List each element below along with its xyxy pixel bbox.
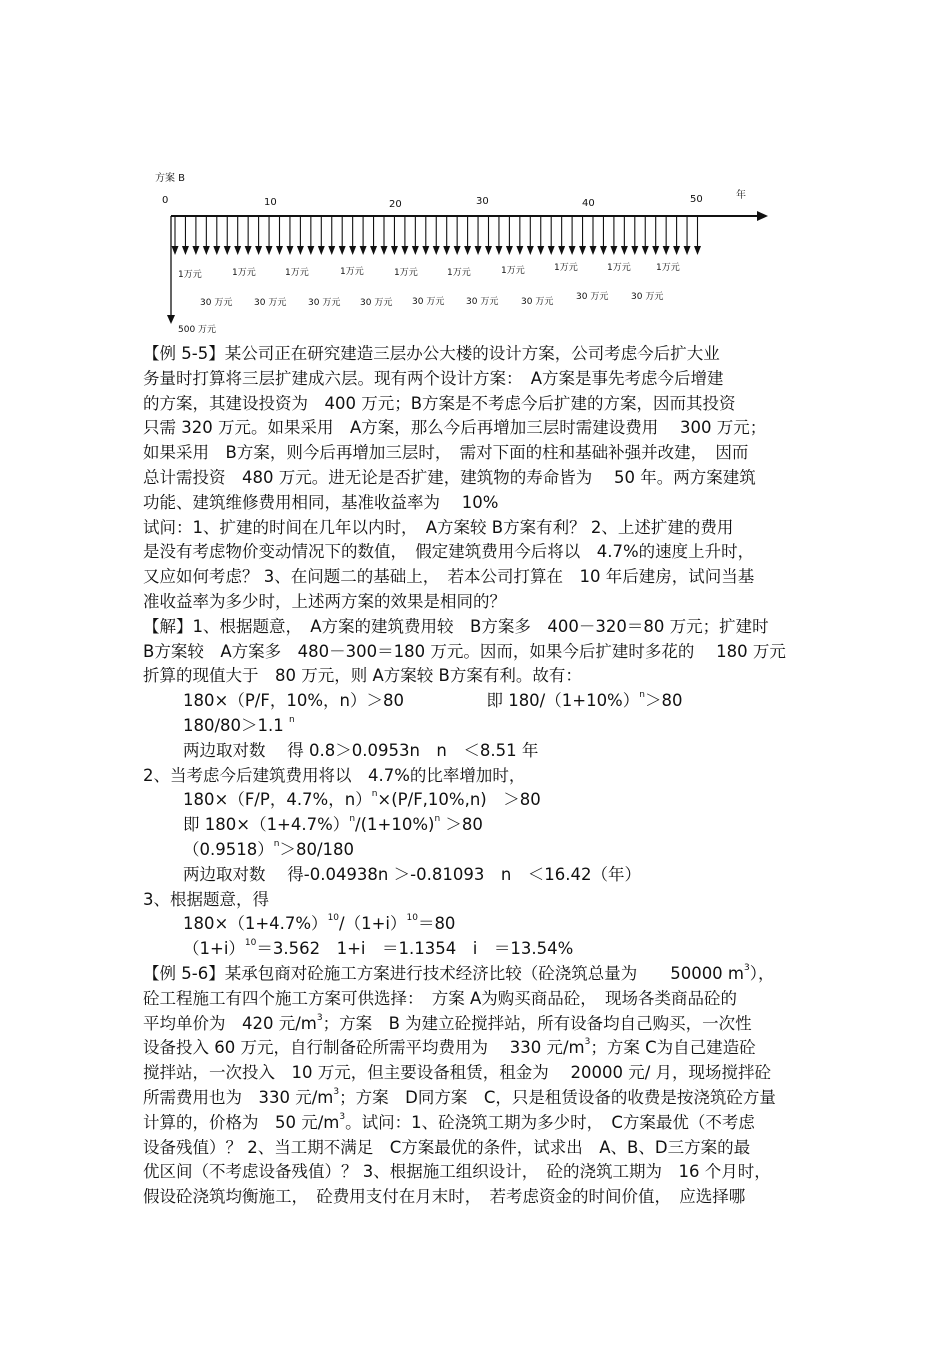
text-run: 180/80＞1.1 <box>183 715 290 735</box>
year-tick-label: 0 <box>162 195 169 206</box>
year-tick-label: 20 <box>389 199 402 210</box>
text-run: 假设砼浇筑均衡施工， 砼费用支付在月末时， 若考虑资金的时间价值， 应选择哪 <box>143 1187 746 1207</box>
superscript: 3 <box>744 962 750 973</box>
cash-outflow-arrow <box>673 216 680 255</box>
cash-outflow-arrow <box>213 216 220 255</box>
text-run: 3、根据题意，得 <box>143 889 269 909</box>
cash-outflow-arrow <box>245 216 252 255</box>
text-line <box>143 615 823 640</box>
text-line <box>143 714 823 739</box>
text-run: ＝80 <box>417 914 456 934</box>
text-run: 总计需投资 480 万元。进无论是否扩建，建筑物的寿命皆为 50 年。两方案建筑 <box>143 467 756 487</box>
text-run: 【解】1、根据题意， A方案的建筑费用较 B方案多 400－320＝80 万元；扩建时 <box>143 616 769 636</box>
cash-outflow-arrow <box>370 216 377 255</box>
text-line <box>143 1185 823 1210</box>
text-run: 【例 5-6】某承包商对砼施工方案进行技术经济比较（砼浇筑总量为 50000 m <box>143 963 745 983</box>
maintenance-cost-label: 1万元 <box>554 263 578 273</box>
text-line <box>143 1036 823 1061</box>
cash-outflow-arrow <box>579 216 586 255</box>
text-run: ＞80 <box>440 815 483 835</box>
text-line <box>143 1111 823 1136</box>
cash-outflow-arrow <box>360 216 367 255</box>
text-run: ＞80/180 <box>279 839 355 859</box>
text-line <box>143 590 823 615</box>
cash-outflow-arrow <box>422 216 429 255</box>
text-run: 两边取对数 得-0.04938n ＞-0.81093 n ＜16.42（年） <box>183 864 642 884</box>
text-line <box>143 565 823 590</box>
text-run: 【例 5-5】某公司正在研究建造三层办公大楼的设计方案，公司考虑今后扩大业 <box>143 344 720 363</box>
cash-outflow-arrow <box>276 216 283 255</box>
cash-outflow-arrow <box>569 216 576 255</box>
initial-investment-label: 500 万元 <box>178 325 217 335</box>
text-run: ；方案 C为自己建造砼 <box>590 1038 756 1058</box>
superscript: 3 <box>316 1012 323 1023</box>
cash-outflow-arrow <box>454 216 461 255</box>
text-body <box>143 342 823 1210</box>
year-tick-label: 30 <box>476 196 489 207</box>
text-run: 优区间（不考虑设备残值）？ 3、根据施工组织设计， 砼的浇筑工期为 16 个月时， <box>143 1162 771 1182</box>
text-run: （1+i） <box>183 939 245 959</box>
annual-cost-label: 30 万元 <box>631 292 664 302</box>
superscript: 10 <box>406 913 418 924</box>
maintenance-cost-label: 1万元 <box>394 268 418 278</box>
annual-cost-label: 30 万元 <box>521 297 554 307</box>
superscript: n <box>273 838 280 849</box>
superscript: n <box>289 714 295 725</box>
text-run: 的方案，其建设投资为 400 万元；B方案是不考虑今后扩建的方案，因而其投资 <box>143 393 736 413</box>
text-line <box>143 367 823 392</box>
cash-outflow-arrow <box>286 216 293 255</box>
cash-outflow-arrow <box>297 216 304 255</box>
cash-outflow-arrow <box>224 216 231 255</box>
cash-outflow-arrow <box>401 216 408 255</box>
cash-outflow-arrow <box>527 216 534 255</box>
text-line <box>143 392 823 417</box>
text-run: 2、当考虑今后建筑费用将以 4.7%的比率增加时， <box>143 765 526 785</box>
superscript: n <box>349 814 356 825</box>
text-line <box>143 1012 823 1037</box>
text-line <box>143 912 823 937</box>
text-run: B方案较 A方案多 480－300＝180 万元。因而，如果今后扩建时多花的 180 万元 <box>143 641 786 661</box>
cash-outflow-arrow <box>621 216 628 255</box>
text-line <box>143 441 823 466</box>
text-line <box>143 739 823 764</box>
cash-outflow-arrow <box>506 216 513 255</box>
text-run: /（1+i） <box>339 914 407 934</box>
cash-outflow-arrow <box>203 216 210 255</box>
cash-outflow-arrow <box>610 216 617 255</box>
text-line <box>143 1086 823 1111</box>
maintenance-cost-label: 1万元 <box>656 263 680 273</box>
cash-flow-diagram <box>140 165 780 345</box>
year-tick-labels <box>162 194 703 210</box>
annual-cost-label: 30 万元 <box>466 297 499 307</box>
year-tick-label: 10 <box>264 197 277 208</box>
text-run: 设备投入 60 万元，自行制备砼所需平均费用为 330 元/m <box>143 1038 585 1058</box>
text-line <box>143 1061 823 1086</box>
text-line <box>143 764 823 789</box>
text-line <box>143 540 823 565</box>
cash-outflow-arrow <box>684 216 691 255</box>
text-run: 两边取对数 得 0.8＞0.0953n n ＜8.51 年 <box>183 740 539 760</box>
cash-outflow-arrow <box>318 216 325 255</box>
cash-outflow-arrows <box>172 216 702 255</box>
text-run: 务量时打算将三层扩建成六层。现有两个设计方案： A方案是事先考虑今后增建 <box>143 368 724 388</box>
text-line <box>143 987 823 1012</box>
annual-cost-labels <box>200 291 663 308</box>
text-run: 180×（F/P，4.7%，n） <box>183 790 372 810</box>
cash-outflow-arrow <box>516 216 523 255</box>
text-run: 功能、建筑维修费用相同，基准收益率为 10% <box>143 492 499 512</box>
cash-outflow-arrow <box>443 216 450 255</box>
text-run: 平均单价为 420 元/m <box>143 1013 317 1033</box>
text-run: ；方案 D同方案 C，只是租赁设备的收费是按浇筑砼方量 <box>339 1087 776 1107</box>
superscript: n <box>639 690 645 701</box>
text-line <box>143 466 823 491</box>
cash-outflow-arrow <box>485 216 492 255</box>
cash-outflow-arrow <box>537 216 544 255</box>
text-line <box>143 342 823 367</box>
cash-outflow-arrow <box>590 216 597 255</box>
text-run: 如果采用 B方案，则今后再增加三层时， 需对下面的柱和基础补强并改建， 因而 <box>143 443 749 463</box>
cash-outflow-arrow <box>255 216 262 255</box>
text-run: ＝3.562 1+i ＝1.1354 i ＝13.54% <box>256 939 574 959</box>
cash-outflow-arrow <box>694 216 701 255</box>
cash-outflow-arrow <box>307 216 314 255</box>
maintenance-cost-labels <box>178 262 680 280</box>
text-line <box>143 888 823 913</box>
cash-outflow-arrow <box>433 216 440 255</box>
cash-outflow-arrow <box>339 216 346 255</box>
superscript: 3 <box>339 1111 346 1122</box>
maintenance-cost-label: 1万元 <box>232 268 256 278</box>
year-tick-label: 40 <box>582 198 595 209</box>
cash-outflow-arrow <box>548 216 555 255</box>
superscript: n <box>371 789 378 800</box>
superscript: 3 <box>584 1037 591 1048</box>
annual-cost-label: 30 万元 <box>576 292 609 302</box>
maintenance-cost-label: 1万元 <box>178 270 202 280</box>
text-run: 只需 320 万元。如果采用 A方案，那么今后再增加三层时需建设费用 300 万元； <box>143 418 767 438</box>
annual-cost-label: 30 万元 <box>412 297 445 307</box>
text-run: 搅拌站，一次投入 10 万元，但主要设备租赁，租金为 20000 元/ 月，现场搅拌砼 <box>143 1063 772 1083</box>
cash-outflow-arrow <box>475 216 482 255</box>
text-line <box>143 937 823 962</box>
text-line <box>143 863 823 888</box>
cash-outflow-arrow <box>328 216 335 255</box>
scheme-label: 方案 B <box>155 173 186 184</box>
maintenance-cost-label: 1万元 <box>501 266 525 276</box>
text-line <box>143 1160 823 1185</box>
superscript: 3 <box>333 1086 340 1097</box>
text-run: /(1+10%) <box>355 815 435 835</box>
text-line <box>143 813 823 838</box>
text-run: 设备残值）？ 2、当工期不满足 C方案最优的条件，试求出 A、B、D三方案的最 <box>143 1137 751 1157</box>
text-line <box>143 640 823 665</box>
cash-outflow-arrow <box>412 216 419 255</box>
text-line <box>143 516 823 541</box>
text-line <box>143 962 823 987</box>
annual-cost-label: 30 万元 <box>360 298 393 308</box>
year-tick-label: 50 <box>690 194 703 205</box>
annual-cost-label: 30 万元 <box>200 298 233 308</box>
cash-outflow-arrow <box>495 216 502 255</box>
text-line <box>143 491 823 516</box>
text-run: ×(P/F,10%,n) ＞80 <box>377 790 541 810</box>
cash-outflow-arrow <box>642 216 649 255</box>
maintenance-cost-label: 1万元 <box>340 267 364 277</box>
cash-outflow-arrow <box>234 216 241 255</box>
annual-cost-label: 30 万元 <box>254 298 287 308</box>
cash-outflow-arrow <box>192 216 199 255</box>
text-run: 砼工程施工有四个施工方案可供选择： 方案 A为购买商品砼， 现场各类商品砼的 <box>143 988 738 1008</box>
cash-outflow-arrow <box>558 216 565 255</box>
annual-cost-label: 30 万元 <box>308 298 341 308</box>
cash-outflow-arrow <box>172 216 179 255</box>
superscript: 10 <box>244 938 257 949</box>
superscript: n <box>434 814 441 825</box>
text-run: 是没有考虑物价变动情况下的数值， 假定建筑费用今后将以 4.7%的速度上升时， <box>143 542 755 562</box>
text-line <box>143 689 823 714</box>
cash-outflow-arrow <box>600 216 607 255</box>
cash-outflow-arrow <box>631 216 638 255</box>
text-run: 又应如何考虑？ 3、在问题二的基础上， 若本公司打算在 10 年后建房，试问当基 <box>143 567 755 587</box>
text-line <box>143 416 823 441</box>
cash-outflow-arrow <box>652 216 659 255</box>
superscript: 10 <box>327 913 340 924</box>
cash-outflow-arrow <box>182 216 189 255</box>
text-run: 所需费用也为 330 元/m <box>143 1087 334 1107</box>
text-run: 。试问：1、砼浇筑工期为多少时， C方案最优（不考虑 <box>345 1112 755 1132</box>
maintenance-cost-label: 1万元 <box>447 268 471 278</box>
year-unit-label: 年 <box>736 190 746 201</box>
text-line <box>143 788 823 813</box>
text-line <box>143 664 823 689</box>
text-run: 折算的现值大于 80 万元，则 A方案较 B方案有利。故有： <box>143 666 582 686</box>
text-run: ＞80 <box>644 691 683 711</box>
text-run: 试问：1、扩建的时间在几年以内时， A方案较 B方案有利？ 2、上述扩建的费用 <box>143 517 734 537</box>
axis-arrowhead <box>757 211 768 221</box>
text-run: 180×（P/F，10%，n）＞80 即 180/（1+10%） <box>183 691 640 711</box>
initial-investment-arrowhead <box>167 315 175 324</box>
text-run: ；方案 B 为建立砼搅拌站，所有设备均自己购买，一次性 <box>322 1013 752 1033</box>
cash-outflow-arrow <box>391 216 398 255</box>
text-run: 计算的，价格为 50 元/m <box>143 1112 340 1132</box>
text-run: 即 180×（1+4.7%） <box>183 815 350 835</box>
text-run: （0.9518） <box>183 839 274 859</box>
text-line <box>143 838 823 863</box>
text-run: 准收益率为多少时，上述两方案的效果是相同的？ <box>143 591 506 611</box>
cash-outflow-arrow <box>663 216 670 255</box>
text-run: ）， <box>749 963 775 983</box>
cash-outflow-arrow <box>381 216 388 255</box>
maintenance-cost-label: 1万元 <box>285 268 309 278</box>
cash-outflow-arrow <box>349 216 356 255</box>
text-line <box>143 1136 823 1161</box>
text-run: 180×（1+4.7%） <box>183 914 328 934</box>
cash-outflow-arrow <box>464 216 471 255</box>
maintenance-cost-label: 1万元 <box>607 263 631 273</box>
cash-outflow-arrow <box>266 216 273 255</box>
